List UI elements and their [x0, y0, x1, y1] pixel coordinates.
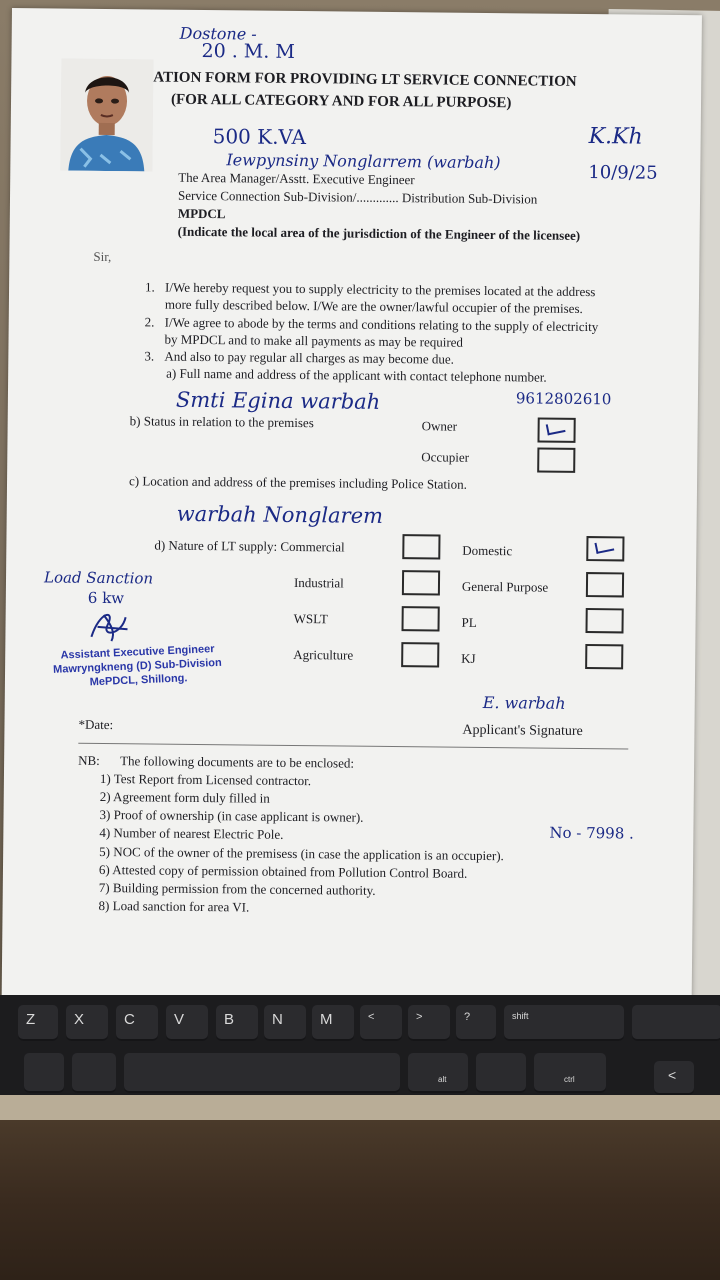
industrial-label: Industrial — [293, 574, 344, 591]
key-label: > — [416, 1011, 423, 1023]
key-space[interactable] — [124, 1053, 400, 1093]
key-left-arrow[interactable] — [654, 1061, 694, 1095]
nb-intro: The following documents are to be enclosed: — [120, 753, 355, 771]
para-3-number: 3. — [144, 348, 155, 364]
key-x[interactable] — [66, 1005, 108, 1041]
para-1-line2: more fully described below. I/We are the owner/lawful occupier of the premises. — [164, 296, 583, 316]
addressee-line3: MPDCL — [177, 205, 226, 222]
key-windows[interactable] — [24, 1053, 64, 1093]
stamp-line1: Assistant Executive Engineer — [60, 643, 215, 662]
kj-checkbox[interactable] — [585, 644, 623, 669]
form-subtitle: (FOR ALL CATEGORY AND FOR ALL PURPOSE) — [170, 91, 512, 112]
document-item: 7) Building permission from the concerned authority. — [98, 879, 376, 898]
domestic-checkbox[interactable] — [586, 536, 624, 561]
key-m[interactable] — [312, 1005, 354, 1041]
document-item: 8) Load sanction for area VI. — [98, 897, 250, 915]
key-label: B — [224, 1011, 235, 1028]
key-label: V — [174, 1011, 185, 1028]
addressee-line1: The Area Manager/Asstt. Executive Engineer — [178, 169, 415, 188]
handwritten-phone: 9612802610 — [515, 389, 612, 409]
para-2-line1: I/We agree to abode by the terms and conditions relating to the supply of electricity — [164, 314, 599, 335]
key-label: ctrl — [564, 1075, 575, 1084]
field-c-label: c) Location and address of the premises including Police Station. — [128, 473, 468, 492]
kj-label: KJ — [461, 650, 476, 666]
document-item: 3) Proof of ownership (in case applicant is owner). — [99, 806, 364, 825]
key-label: N — [272, 1011, 283, 1028]
key-ctrl[interactable] — [534, 1053, 606, 1093]
document-item: 6) Attested copy of permission obtained from Pollution Control Board. — [98, 861, 468, 881]
general-purpose-label: General Purpose — [461, 578, 549, 595]
commercial-checkbox[interactable] — [402, 534, 440, 559]
key-label: < — [368, 1011, 375, 1023]
document-item: 5) NOC of the owner of the premisess (in case the application is an occupier). — [99, 843, 504, 864]
document-item: 1) Test Report from Licensed contractor. — [99, 770, 312, 789]
desk-wood — [0, 1120, 720, 1280]
key-period[interactable] — [408, 1005, 450, 1041]
occupier-checkbox[interactable] — [537, 448, 575, 473]
para-2-number: 2. — [144, 314, 155, 330]
checkmark-icon — [546, 421, 566, 435]
general-purpose-checkbox[interactable] — [586, 572, 624, 597]
checkmark-icon — [594, 540, 614, 554]
key-slash[interactable] — [456, 1005, 496, 1041]
document-item: 4) Number of nearest Electric Pole. — [99, 824, 284, 842]
applicant-photo — [60, 59, 153, 172]
field-b-label: b) Status in relation to the premises — [129, 413, 314, 431]
field-d-label: d) Nature of LT supply: Commercial — [154, 537, 345, 555]
handwritten-load: 500 K.VA — [212, 124, 307, 150]
key-z[interactable] — [18, 1005, 58, 1041]
agriculture-label: Agriculture — [293, 646, 354, 663]
handwritten-load-sanction: Load Sanction — [43, 568, 154, 588]
handwritten-area-name: Iewpynsiny Nonglarrem (warbah) — [226, 150, 501, 173]
form-title: ATION FORM FOR PROVIDING LT SERVICE CONNECTION — [153, 69, 577, 90]
key-label: alt — [438, 1075, 447, 1084]
field-a-label: a) Full name and address of the applicant with contact telephone number. — [166, 365, 547, 385]
handwritten-date: 10/9/25 — [588, 162, 658, 184]
occupier-label: Occupier — [421, 449, 470, 465]
para-1-line1: I/We hereby request you to supply electricity to the premises located at the address — [165, 279, 596, 300]
key-n[interactable] — [264, 1005, 306, 1041]
para-2-line2: by MPDCL and to make all payments as may be required — [164, 331, 464, 350]
key-shift[interactable] — [504, 1005, 624, 1041]
handwritten-pole-number: No - 7998 . — [549, 823, 634, 843]
key-label: < — [668, 1067, 677, 1083]
key-extra[interactable] — [632, 1005, 720, 1041]
divider-line — [78, 743, 628, 750]
handwritten-load-kw: 6 kw — [87, 588, 125, 608]
key-label: ? — [464, 1011, 471, 1023]
key-label: Z — [26, 1011, 36, 1028]
agriculture-checkbox[interactable] — [401, 642, 439, 667]
para-1-number: 1. — [145, 279, 155, 295]
date-label: *Date: — [78, 716, 114, 733]
handwritten-location: warbah Nonglarem — [176, 501, 384, 528]
industrial-checkbox[interactable] — [402, 570, 440, 595]
applicant-signature-label: Applicant's Signature — [462, 722, 583, 740]
wslt-checkbox[interactable] — [401, 606, 439, 631]
key-label: M — [320, 1011, 333, 1028]
key-c[interactable] — [116, 1005, 158, 1041]
document-item: 2) Agreement form duly filled in — [99, 788, 270, 806]
official-stamp — [52, 642, 222, 691]
stamp-line3: MePDCL, Shillong. — [89, 672, 188, 689]
para-3-line1: And also to pay regular all charges as may become due. — [164, 348, 455, 367]
key-comma[interactable] — [360, 1005, 402, 1041]
key-alt-left[interactable] — [72, 1053, 116, 1093]
key-label: X — [74, 1011, 85, 1028]
pl-label: PL — [461, 614, 477, 630]
handwritten-applicant-name: Smti Egina warbah — [175, 387, 381, 414]
stamp-line2: Mawryngkneng (D) Sub-Division — [52, 656, 222, 676]
key-menu[interactable] — [476, 1053, 526, 1093]
key-alt[interactable] — [408, 1053, 468, 1093]
key-label: shift — [512, 1011, 529, 1021]
key-v[interactable] — [166, 1005, 208, 1041]
handwritten-applicant-signature: E. warbah — [482, 692, 566, 713]
domestic-label: Domestic — [462, 542, 513, 559]
pl-checkbox[interactable] — [585, 608, 623, 633]
keyboard — [0, 995, 720, 1105]
wslt-label: WSLT — [293, 610, 328, 627]
owner-label: Owner — [421, 418, 458, 434]
salutation: Sir, — [93, 248, 112, 265]
application-form-page — [2, 8, 702, 1005]
nb-label: NB: — [78, 752, 100, 768]
officer-signature-icon — [85, 607, 135, 644]
handwritten-initials: K.Kh — [588, 124, 643, 150]
key-b[interactable] — [216, 1005, 258, 1041]
key-label: C — [124, 1011, 135, 1028]
addressee-line2: Service Connection Sub-Division/............. Distribution Sub-Division — [177, 187, 538, 207]
addressee-note: (Indicate the local area of the jurisdiction of the Engineer of the licensee) — [177, 223, 581, 243]
handwritten-note-top: Dostone - — [179, 23, 257, 44]
owner-checkbox[interactable] — [537, 418, 575, 443]
handwritten-note-date: 20 . M. M — [201, 39, 295, 63]
